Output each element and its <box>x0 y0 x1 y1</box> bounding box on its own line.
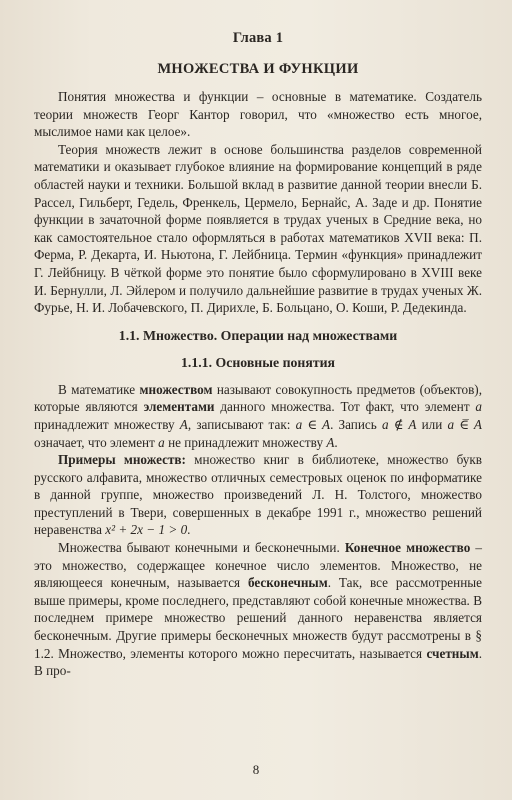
formula-not-belongs-alt: a ∈̅ A <box>447 416 482 432</box>
term-finite-set: Конечное множество <box>344 540 471 556</box>
text-run: . Так, все рассмотренные выше примеры, кроме последнего, представляют собой конечные множества. В последнем примере множество решений данного неравенства является бесконечным. Другие примеры бесконечных множеств будут рассмотрены в § 1.2. Множество, элементы которого можно пересчитать, называется <box>34 575 482 661</box>
subsection-heading: 1.1.1. Основные понятия <box>180 354 336 370</box>
text-run: . В про- <box>34 645 482 679</box>
text-run: не принадлежит множеству <box>164 434 327 450</box>
finite-infinite-paragraph <box>34 539 482 680</box>
text-run: или <box>416 416 448 432</box>
page-number: 8 <box>252 762 260 777</box>
term-infinite: бесконечным <box>247 575 328 591</box>
inequality-formula: x² + 2x − 1 > 0 <box>105 522 188 538</box>
term-countable: счетным <box>426 645 479 661</box>
text-run: В математике <box>58 381 140 397</box>
var-a: a <box>475 399 482 415</box>
term-elements: элементами <box>143 399 215 415</box>
text-run: , записывают так: <box>187 416 296 432</box>
examples-paragraph <box>34 451 482 539</box>
chapter-title: МНОЖЕСТВА И ФУНКЦИИ <box>157 61 359 77</box>
text-run: – это множество, содержащее конечное число элементов. Множество, не являющееся конечным, называется <box>34 540 483 591</box>
intro-paragraph-1: Понятия множества и функции – основные в математике. Создатель теории множеств Георг Кантор говорил, что «множество есть многое, мыслимое нами как целое». <box>34 89 482 140</box>
chapter-label: Глава 1 <box>232 30 284 46</box>
text-run: данного множества. Тот факт, что элемент <box>214 399 476 415</box>
term-set: множеством <box>139 381 213 397</box>
formula-not-belongs: a ∉ A <box>381 416 417 432</box>
definition-paragraph <box>34 381 482 451</box>
var-A: A <box>179 416 188 432</box>
section-heading: 1.1. Множество. Операции над множествами <box>118 327 398 343</box>
text-run: . <box>334 434 338 450</box>
term-examples: Примеры множеств: <box>58 452 186 468</box>
text-run: принадлежит множеству <box>34 416 180 432</box>
var-a: a <box>158 434 165 450</box>
text-run: . Запись <box>330 416 382 432</box>
text-run: означает, что элемент <box>34 434 159 450</box>
text-run: называют совокупность предметов (объектов), которые являются <box>34 381 482 415</box>
formula-belongs: a ∈ A <box>295 416 331 432</box>
text-run: . <box>187 522 191 538</box>
intro-paragraph-2: Теория множеств лежит в основе большинства разделов современной математики и оказывает глубокое влияние на формирование концепций в ряде областей науки и техники. Большой вклад в развитие данной теории внесли Б. Рассел, Гильберт, Гедель, Френкель, Цермело, Бернайс, А. Заде и др. Понятие функции в зачаточной форме появляется в трудах ученых в Средние века, но как самостоятельное стало оформляться в работах математиков XVII века: П. Ферма, Р. Декарта, И. Ньютона, Г. Лейбница. Термин «функция» принадлежит Г. Лейбницу. В чёткой форме это понятие было сформулировано в XVIII веке И. Бернулли, Л. Эйлером и получило дальнейшие развитие в трудах ученых Ж. Фурье, Н. И. Лобачевского, П. Дирихле, Б. Больцано, О. Коши, Р. Дедекинда. <box>34 141 482 316</box>
var-A: A <box>326 434 335 450</box>
text-run: множество книг в библиотеке, множество букв русского алфавита, множество отличных семестровых оценок по информатике в данной группе, множество произведений Л. Н. Толстого, множество преступлений в Твери, совершенных в декабре 1991 г., множество решений неравенства <box>34 452 483 538</box>
text-run: Множества бывают конечными и бесконечными. <box>58 540 345 556</box>
